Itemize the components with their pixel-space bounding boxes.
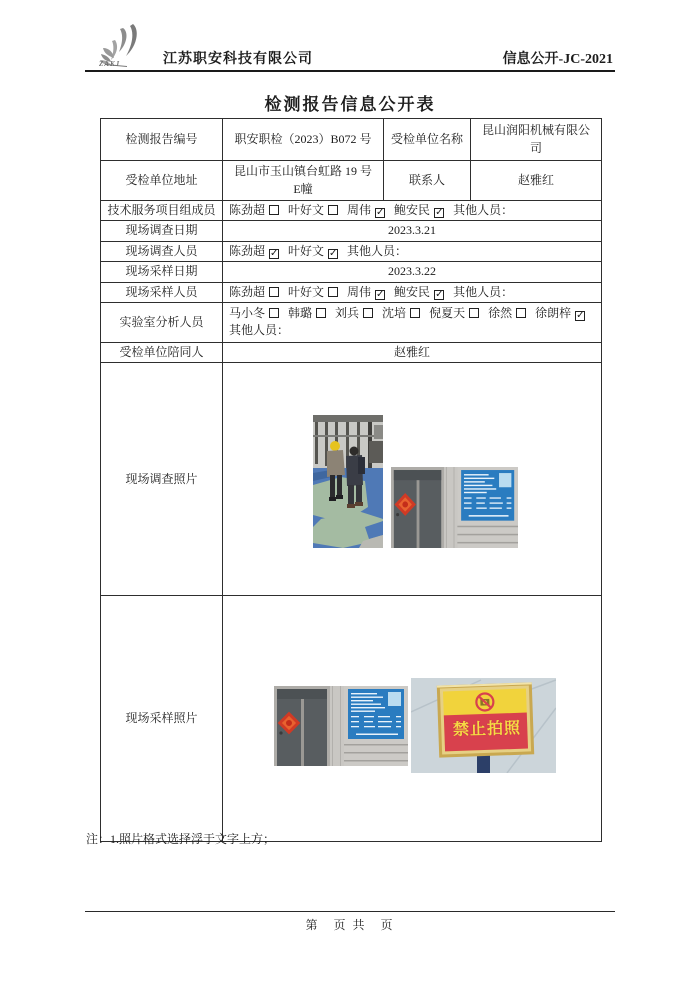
- sampling-photo-entrance: [274, 686, 408, 766]
- member-name: 鲍安民: [394, 203, 431, 217]
- table-row-sampling-photos: [101, 596, 602, 842]
- table-row: [101, 302, 602, 342]
- member-option: [229, 322, 289, 339]
- page-header: [85, 20, 615, 72]
- lab-staff: [223, 302, 602, 342]
- contact-value: 赵雅红: [471, 161, 602, 201]
- member-name: 倪夏天: [429, 306, 466, 321]
- report-no-label: 检测报告编号: [101, 119, 223, 161]
- member-name: 马小冬: [229, 306, 266, 321]
- survey-staff: [223, 241, 602, 261]
- member-option: [382, 305, 420, 322]
- member-option: [394, 284, 444, 301]
- survey-photo-factory: [313, 415, 383, 548]
- table-row: [101, 201, 602, 221]
- checkbox-checked-icon: ✓: [376, 288, 385, 300]
- sampling-staff-label: 现场采样人员: [101, 282, 223, 302]
- form-table: [100, 118, 602, 842]
- unit-addr-value: 昆山市玉山镇台虹路 19 号 E幢: [223, 161, 384, 201]
- escort-label: 受检单位陪同人: [101, 342, 223, 362]
- checkbox-checked-icon: ✓: [435, 288, 444, 300]
- sampling-date-label: 现场采样日期: [101, 262, 223, 282]
- member-name: 周伟: [347, 203, 372, 217]
- table-row: [101, 342, 602, 362]
- unit-addr-label: 受检单位地址: [101, 161, 223, 201]
- member-name: 陈劲超: [229, 243, 266, 258]
- checkbox-unchecked-icon: [328, 205, 338, 215]
- sampling-date-value: 2023.3.22: [223, 262, 602, 282]
- team-members: [223, 201, 602, 221]
- member-name: 叶好文: [288, 203, 325, 217]
- member-name: 其他人员：: [453, 203, 514, 217]
- sampling-photos: [229, 597, 595, 840]
- table-row: [101, 241, 602, 261]
- unit-name-label: 受检单位名称: [384, 119, 471, 161]
- table-row: [101, 161, 602, 201]
- report-no-value: 职安职检（2023）B072 号: [223, 119, 384, 161]
- member-option: [288, 202, 338, 219]
- sampling-staff: [223, 282, 602, 302]
- sampling-photo-cell: [223, 596, 602, 842]
- member-option: [453, 202, 513, 219]
- company-name: 江苏职安科技有限公司: [163, 52, 313, 67]
- unit-name-value: 昆山润阳机械有限公司: [471, 119, 602, 161]
- table-row-survey-photos: [101, 363, 602, 596]
- member-name: 其他人员：: [347, 243, 408, 258]
- member-name: 叶好文: [288, 243, 325, 258]
- checkbox-unchecked-icon: [269, 205, 279, 215]
- team-label: 技术服务项目组成员: [101, 201, 223, 221]
- table-row: [101, 282, 602, 302]
- logo-text: ZAKJ: [99, 60, 121, 68]
- checkbox-unchecked-icon: [328, 287, 338, 297]
- member-name: 刘兵: [335, 306, 360, 321]
- member-option: [347, 202, 385, 219]
- page-title: 检测报告信息公开表: [264, 95, 436, 114]
- sampling-photo-nophoto-sign: [411, 678, 556, 773]
- survey-photo-entrance: [391, 467, 518, 548]
- survey-date-value: 2023.3.21: [223, 221, 602, 241]
- member-option: [453, 284, 513, 301]
- member-name: 叶好文: [288, 284, 325, 299]
- member-option: [288, 243, 338, 260]
- contact-label: 联系人: [384, 161, 471, 201]
- member-option: [394, 202, 444, 219]
- checkbox-unchecked-icon: [410, 308, 420, 318]
- survey-date-label: 现场调查日期: [101, 221, 223, 241]
- footer-divider: [85, 911, 615, 912]
- member-option: [229, 202, 279, 219]
- member-option: [229, 305, 279, 322]
- member-option: [535, 305, 585, 322]
- member-option: [288, 284, 338, 301]
- member-name: 周伟: [347, 284, 372, 299]
- sampling-photo-label: 现场采样照片: [101, 596, 223, 842]
- table-row: [101, 119, 602, 161]
- footer-page-label: 第 页 共 页: [305, 918, 395, 932]
- checkbox-unchecked-icon: [316, 308, 326, 318]
- member-option: [288, 305, 326, 322]
- member-option: [429, 305, 479, 322]
- checkbox-checked-icon: ✓: [435, 207, 444, 218]
- doc-code: 信息公开-JC-2021: [502, 52, 613, 67]
- member-name: 其他人员：: [229, 323, 290, 338]
- member-option: [229, 284, 279, 301]
- member-option: [347, 243, 407, 260]
- member-name: 陈劲超: [229, 284, 266, 299]
- member-option: [229, 243, 279, 260]
- checkbox-unchecked-icon: [363, 308, 373, 318]
- member-option: [488, 305, 526, 322]
- checkbox-checked-icon: ✓: [329, 247, 338, 259]
- table-row: [101, 262, 602, 282]
- checkbox-checked-icon: ✓: [270, 247, 279, 259]
- table-row: [101, 221, 602, 241]
- checkbox-checked-icon: ✓: [376, 207, 385, 218]
- survey-photo-cell: [223, 363, 602, 596]
- member-option: [335, 305, 373, 322]
- member-name: 韩璐: [288, 306, 313, 321]
- member-name: 徐朗梓: [535, 306, 572, 321]
- checkbox-unchecked-icon: [269, 308, 279, 318]
- checkbox-checked-icon: ✓: [576, 310, 585, 322]
- checkbox-unchecked-icon: [516, 308, 526, 318]
- member-name: 鲍安民: [394, 284, 431, 299]
- member-name: 沈培: [382, 306, 407, 321]
- member-name: 其他人员：: [453, 284, 514, 299]
- member-name: 徐然: [488, 306, 513, 321]
- footnote: 注：1.照片格式选择浮于文字上方；: [86, 832, 276, 846]
- checkbox-unchecked-icon: [269, 287, 279, 297]
- lab-staff-label: 实验室分析人员: [101, 302, 223, 342]
- survey-photo-label: 现场调查照片: [101, 363, 223, 596]
- survey-photos: [229, 364, 595, 594]
- checkbox-unchecked-icon: [469, 308, 479, 318]
- member-option: [347, 284, 385, 301]
- survey-staff-label: 现场调查人员: [101, 241, 223, 261]
- member-name: 陈劲超: [229, 203, 266, 217]
- escort-value: 赵雅红: [223, 342, 602, 362]
- no-photography-sign-text: 禁止拍照: [452, 720, 522, 740]
